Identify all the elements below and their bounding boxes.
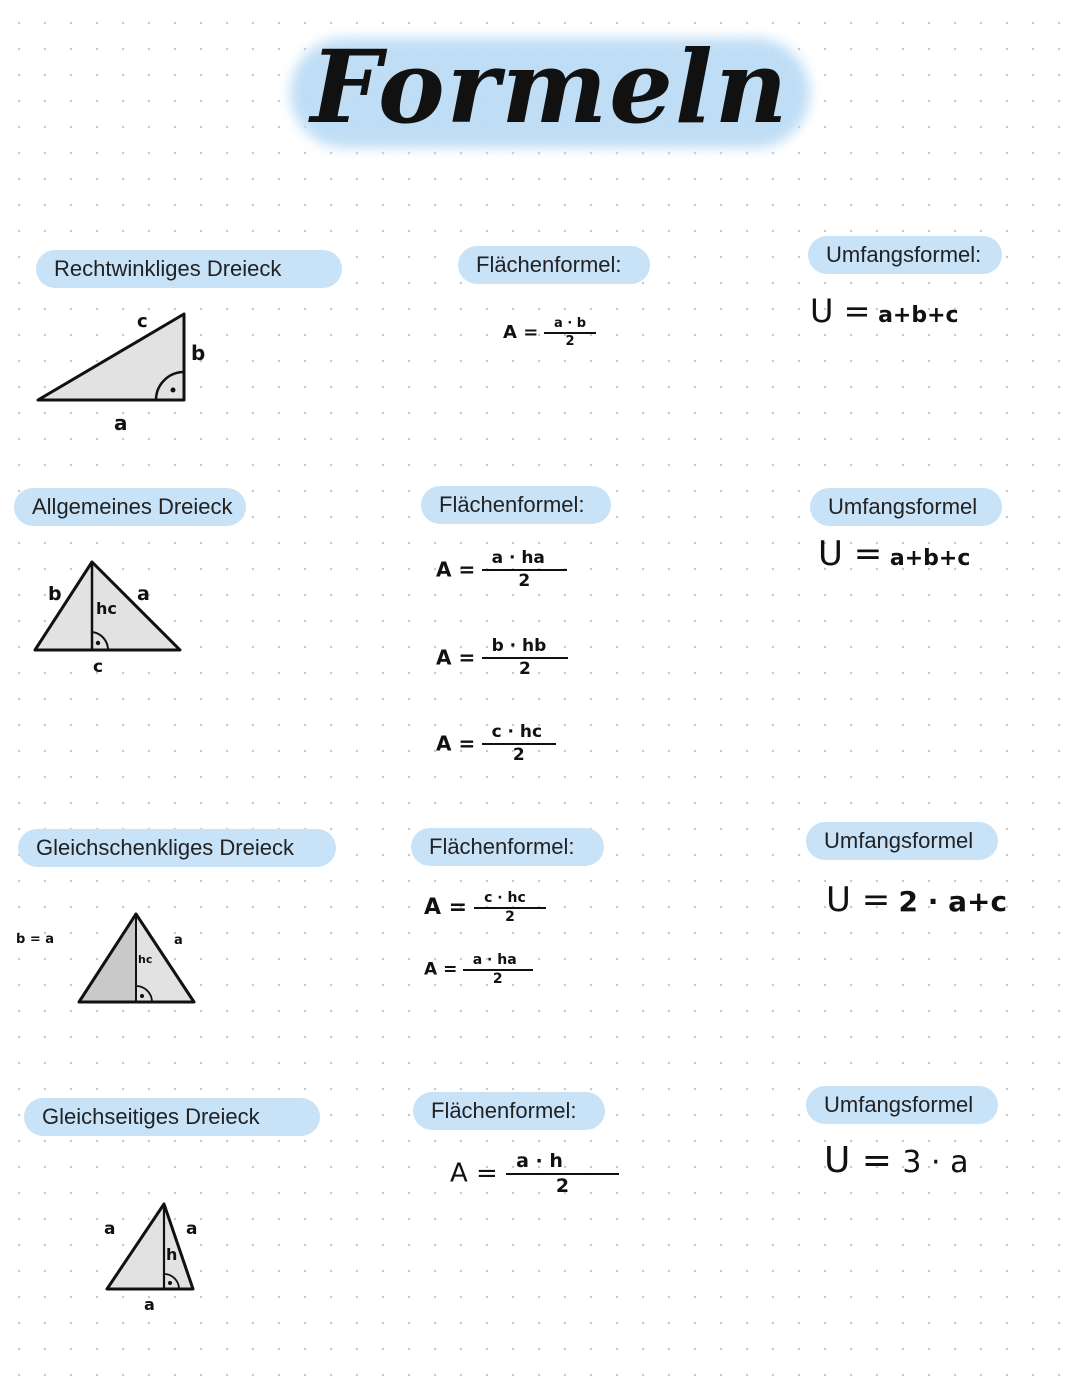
area-formula: A = $\frac{a \cdot b}{2}$ [503,316,596,349]
label-b: b [48,583,62,605]
section-heading-equilateral-triangle: Gleichseitiges Dreieck [24,1098,320,1136]
right-triangle-figure [0,300,240,440]
label-h: h [166,1245,178,1264]
area-formula: A = $\frac{a \cdot ha}{2}$ [436,548,567,591]
area-formula: A = $\frac{c \cdot hc}{2}$ [436,722,556,765]
equilateral-triangle-shape [107,1204,193,1289]
area-formula: A = $\frac{a \cdot ha}{2}$ [424,952,533,987]
area-heading-general-triangle: Flächenformel: [421,486,611,524]
section-heading-general-triangle: Allgemeines Dreieck [14,488,246,526]
section-heading-isosceles-triangle: Gleichschenkliges Dreieck [18,829,336,867]
right-angle-dot [171,388,176,393]
area-formula: A = $\frac{b \cdot hb}{2}$ [436,636,568,679]
note-b-equals-a: b = a [16,932,55,947]
area-heading-equilateral-triangle: Flächenformel: [413,1092,605,1130]
label-a: a [137,583,150,605]
perimeter-heading-general-triangle: Umfangsformel [810,488,1002,526]
label-a-right: a [186,1219,198,1239]
perimeter-heading-isosceles-triangle: Umfangsformel [806,822,998,860]
label-c: c [137,311,148,332]
perimeter-formula: U = a+b+c [810,292,959,330]
perimeter-formula: U = 2 · a+c [826,880,1008,920]
equilateral-triangle-figure [0,1190,230,1320]
area-formula: A = $\frac{a \cdot h}{2}$ [450,1150,619,1197]
label-hc: hc [96,599,117,618]
right-triangle-shape [38,314,184,400]
right-angle-dot [168,1281,172,1285]
label-a: a [114,411,128,435]
perimeter-formula: U = 3 · a [824,1140,969,1181]
label-a-left: a [104,1219,116,1239]
section-heading-right-triangle: Rechtwinkliges Dreieck [36,250,342,288]
right-angle-dot [96,641,100,645]
perimeter-formula: U = a+b+c [818,534,971,574]
area-heading-right-triangle: Flächenformel: [458,246,650,284]
perimeter-heading-equilateral-triangle: Umfangsformel [806,1086,998,1124]
label-hc: hc [138,953,153,966]
isosceles-triangle-figure [0,900,230,1020]
area-heading-isosceles-triangle: Flächenformel: [411,828,604,866]
label-c: c [93,657,104,677]
page-title [280,20,820,160]
general-triangle-figure [0,550,220,680]
area-formula: A = $\frac{c \cdot hc}{2}$ [424,890,546,925]
perimeter-heading-right-triangle: Umfangsformel: [808,236,1002,274]
label-b: b [191,341,206,365]
label-a: a [174,933,183,948]
label-a-bottom: a [144,1295,155,1314]
right-angle-dot [140,994,144,998]
page-title-text: Formeln [310,28,790,146]
